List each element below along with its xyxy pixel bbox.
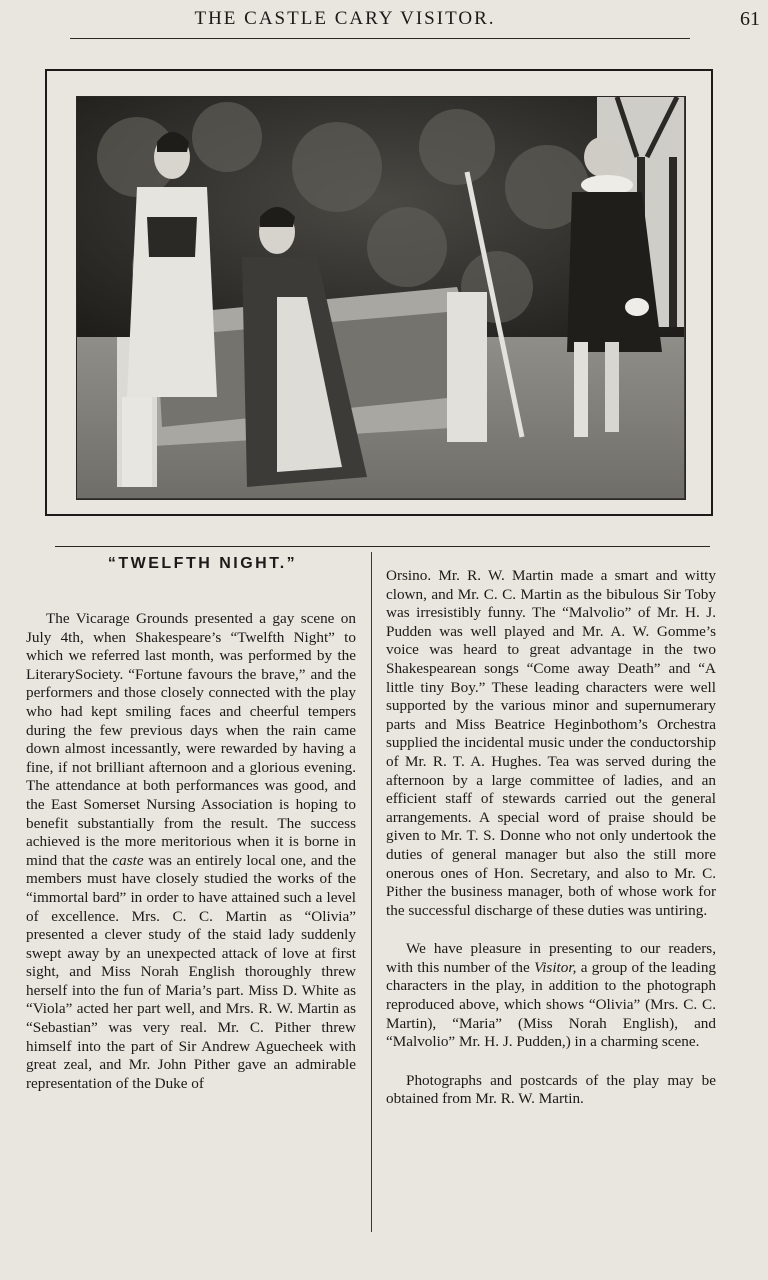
article-title: “TWELFTH NIGHT.” <box>107 555 298 572</box>
page-number: 61 <box>740 8 760 30</box>
paragraph <box>26 610 356 1093</box>
article-column-right <box>386 567 716 1109</box>
photograph-scene <box>77 97 684 498</box>
text-run: was an entirely local one, and the members must have closely studied the works of the “immortal bard” in order to have attained such a level of excellence. Mrs. C. C. Martin as “Olivia” presented a clever study of the staid lady suddenly swept away by an unexpected attack of love at first sight, and Miss Norah English thoroughly threw herself into the fun of Maria’s part. Miss D. White as “Viola” acted her part well, and Mrs. R. W. Martin as “Sebastian” was very real. Mr. C. Pither threw himself into the part of Sir Andrew Aguecheek with great zeal, and Mr. John Pither gave an admirable representation of the Duke of <box>26 851 357 1092</box>
article-column-left <box>26 610 356 1093</box>
section-rule <box>55 546 710 547</box>
journal-title: THE CASTLE CARY VISITOR. <box>194 8 496 29</box>
header-rule <box>70 38 690 39</box>
text-run: We have pleasure in presenting to our readers, with this number of the <box>386 940 716 976</box>
paragraph: Orsino. Mr. R. W. Martin made a smart and witty clown, and Mr. C. C. Martin as the bibulous Sir Toby was irresistibly funny. The “Malvolio” of Mr. H. J. Pudden was well played and Mr. A. W. Gomme’s voice was heard to great advantage in the two Shakespearean songs “Come away Death” and “A little tiny Boy.” These leading characters were well supported by the various minor and supernumerary parts and Miss Beatrice Heginbothom’s Orchestra supplied the incidental music under the conductorship of Mr. R. T. A. Hughes. Tea was served during the afternoon by a large committee of ladies, and an efficient staff of stewards carried out the general arrangements. A special word of praise should be given to Mr. T. S. Donne who not only undertook the duties of general manager but also the still more onerous ones of Hon. Secretary, and also to Mr. C. Pither the business manager, both of whose work for the successful discharge of these duties was untiring. <box>386 567 716 919</box>
play-photograph <box>76 96 686 500</box>
running-head <box>70 4 760 34</box>
text-run: The Vicarage Grounds presented a gay scene on July 4th, when Shakespeare’s “Twelfth Night” to which we referred last month, was performed by the LiterarySociety. “Fortune favours the brave,” and the performers and those closely connected with the play who had kept smiling faces and cheerful tempers during the few previous days when the rain came down almost incessantly, were rewarded by having a fine, if not brilliant afternoon and a glorious evening. The attendance at both performances was good, and the East Somerset Nursing Association is hoping to benefit substantially from the result. The success achieved is the more meritorious when it is borne in mind that the <box>26 610 356 869</box>
column-divider <box>371 552 372 1232</box>
italic-run: Visitor, <box>534 958 577 976</box>
paragraph: Photographs and postcards of the play may be obtained from Mr. R. W. Martin. <box>386 1071 716 1108</box>
paragraph <box>386 940 716 1052</box>
text-run: a group of the leading characters in the play, in addition to the photograph reproduced above, which shows “Olivia” (Mrs. C. C. Martin), “Maria” (Miss Norah English), and “Malvolio” Mr. H. J. Pudden,) in a charming scene. <box>386 958 717 1051</box>
italic-run: caste <box>112 851 144 869</box>
